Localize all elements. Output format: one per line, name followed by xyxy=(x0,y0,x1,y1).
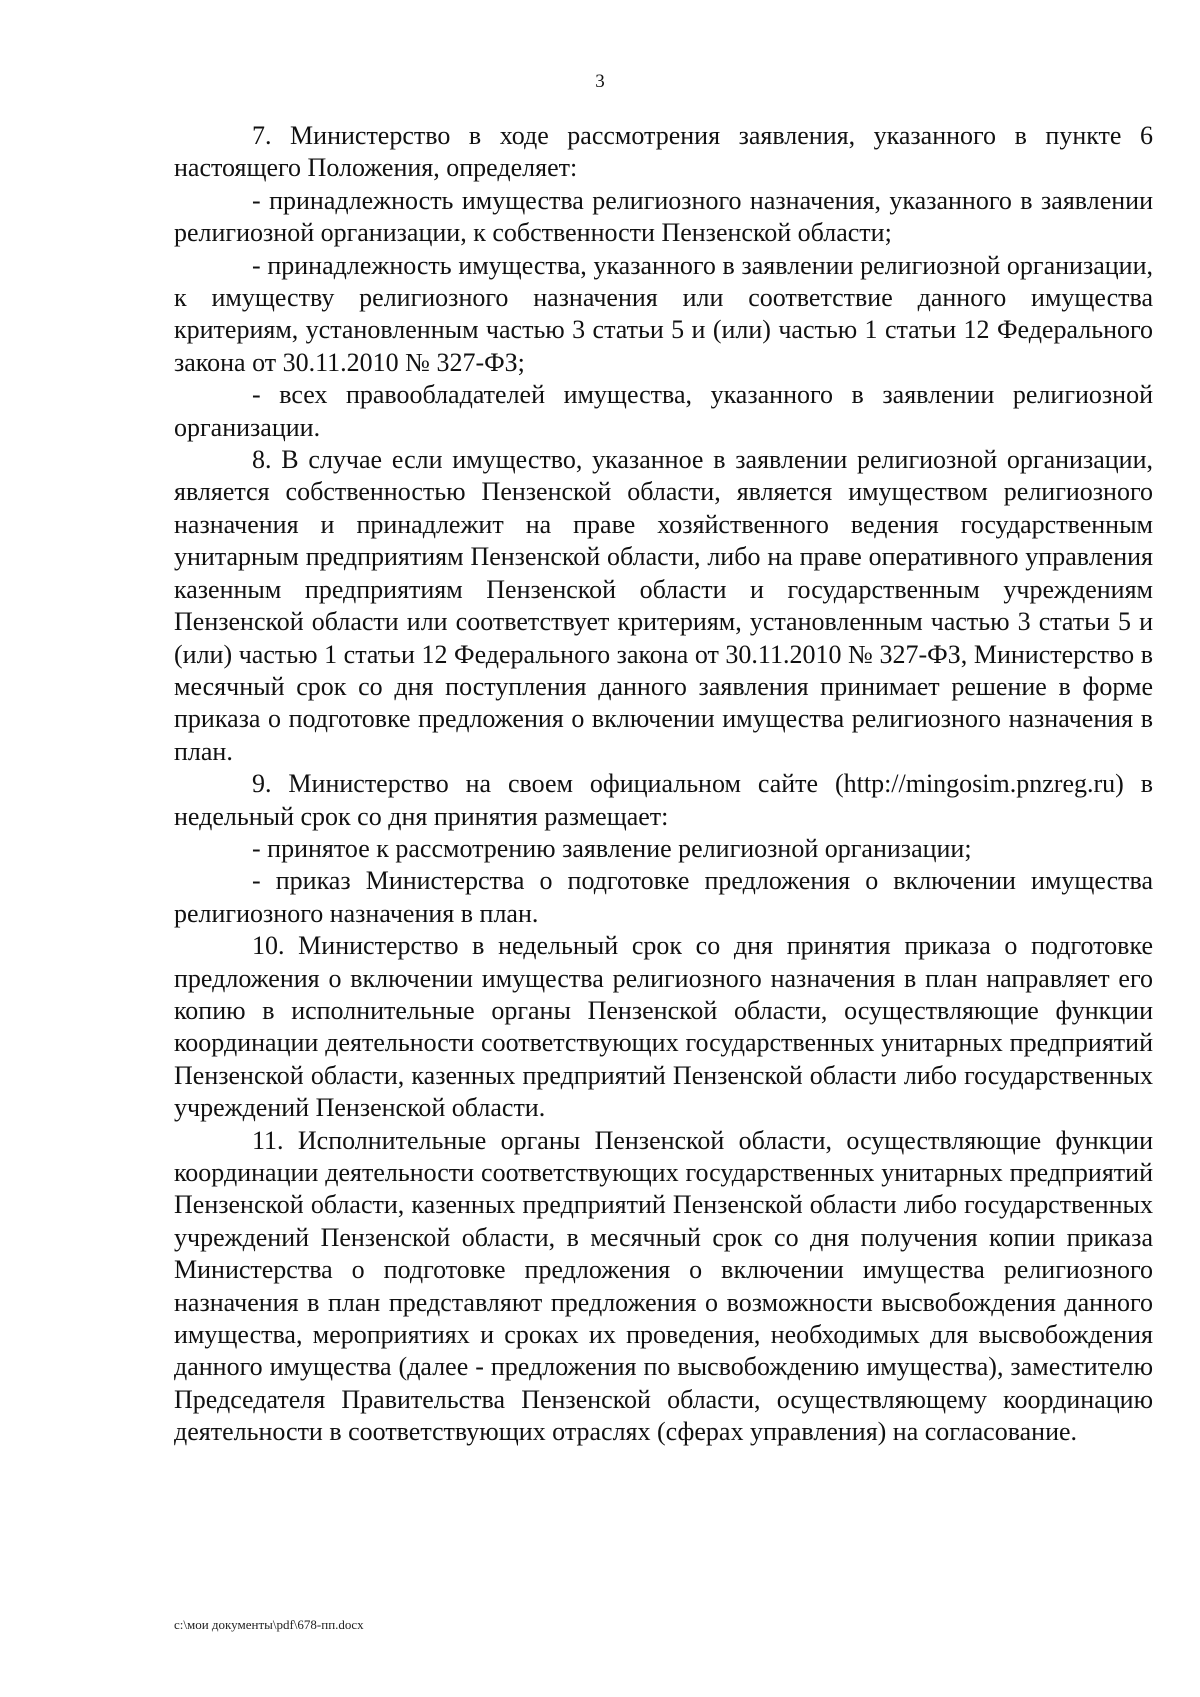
paragraph-8: 8. В случае если имущество, указанное в заявлении религиозной организации, является собственностью Пензенской области, является имуществом религиозного назначения и принадлежит на праве хозяйственного ведения государственным унитарным предприятиям Пензенской области, либо на праве оперативного управления казенным предприятиям Пензенской области и государственным учреждениям Пензенской области или соответствует критериям, установленным частью 3 статьи 5 и (или) частью 1 статьи 12 Федерального закона от 30.11.2010 № 327-ФЗ, Министерство в месячный срок со дня поступления данного заявления принимает решение в форме приказа о подготовке предложения о включении имущества религиозного назначения в план. xyxy=(174,445,1153,766)
document-body xyxy=(174,120,1153,1449)
footer-file-path: c:\мои документы\pdf\678-пп.docx xyxy=(174,1617,364,1632)
paragraph-7-item-1: - принадлежность имущества религиозного назначения, указанного в заявлении религиозной организации, к собственности Пензенской области; xyxy=(174,185,1153,248)
paragraph-9: 9. Министерство на своем официальном сайте (http://mingosim.pnzreg.ru) в недельный срок со дня принятия размещает: xyxy=(174,769,1153,831)
paragraph-7: 7. Министерство в ходе рассмотрения заявления, указанного в пункте 6 настоящего Положения, определяет: xyxy=(174,121,1153,183)
paragraph-11: 11. Исполнительные органы Пензенской области, осуществляющие функции координации деятельности соответствующих государственных унитарных предприятий Пензенской области, казенных предприятий Пензенской области либо государственных учреждений Пензенской области, в месячный срок со дня получения копии приказа Министерства о подготовке предложения о включении имущества религиозного назначения в план представляют предложения о возможности высвобождения данного имущества, мероприятиях и сроках их проведения, необходимых для высвобождения данного имущества (далее - предложения по высвобождению имущества), заместителю Председателя Правительства Пензенской области, осуществляющему координацию деятельности в соответствующих отраслях (сферах управления) на согласование. xyxy=(174,1125,1153,1447)
paragraph-9-item-2: - приказ Министерства о подготовке предложения о включении имущества религиозного назначения в план. xyxy=(174,866,1153,928)
paragraph-7-item-3: - всех правообладателей имущества, указанного в заявлении религиозной организации. xyxy=(174,380,1153,442)
paragraph-7-item-2: - принадлежность имущества, указанного в заявлении религиозной организации, к имуществу религиозного назначения или соответствие данного имущества критериям, установленным частью 3 статьи 5 и (или) частью 1 статьи 12 Федерального закона от 30.11.2010 № 327-ФЗ; xyxy=(174,250,1153,377)
paragraph-9-item-1: - принятое к рассмотрению заявление религиозной организации; xyxy=(252,833,972,863)
paragraph-10: 10. Министерство в недельный срок со дня принятия приказа о подготовке предложения о включении имущества религиозного назначения в план направляет его копию в исполнительные органы Пензенской области, осуществляющие функции координации деятельности соответствующих государственных унитарных предприятий Пензенской области, казенных предприятий Пензенской области либо государственных учреждений Пензенской области. xyxy=(174,931,1153,1123)
page-number: 3 xyxy=(595,71,605,92)
